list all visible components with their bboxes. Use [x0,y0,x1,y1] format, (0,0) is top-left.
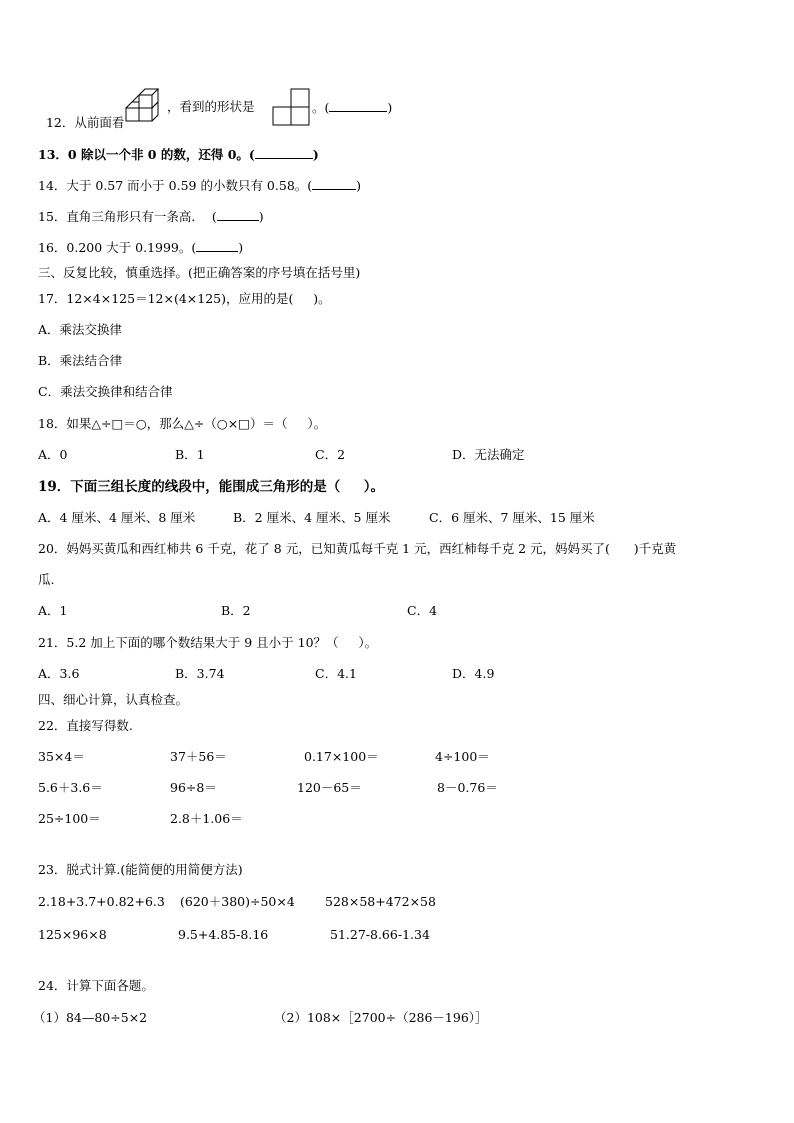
q23-item: 125×96×8 [38,927,107,942]
q20-option-c[interactable]: C．4 [407,603,438,618]
q19-option-c[interactable]: C．6 厘米、7 厘米、15 厘米 [429,510,595,525]
q21-option-c[interactable]: C．4.1 [315,666,357,681]
q14: 14．大于 0.57 而小于 0.59 的小数只有 0.58。( ) [38,178,362,193]
q20-option-a[interactable]: A．1 [38,603,68,618]
q24-stem: 24．计算下面各题。 [38,978,154,993]
q17-stem: 17．12×4×125＝12×(4×125)，应用的是( )。 [38,291,331,306]
q18-stem: 18．如果△÷□＝○，那么△÷（○×□）＝（ ）。 [38,416,327,431]
section-4-heading: 四、细心计算，认真检查。 [38,692,189,707]
q22-item: 96÷8＝ [170,780,217,795]
q22-stem: 22．直接写得数. [38,718,133,733]
q19-option-b[interactable]: B．2 厘米、4 厘米、5 厘米 [233,510,391,525]
answer-blank[interactable] [217,208,259,221]
section-3-heading: 三、反复比较，慎重选择。(把正确答案的序号填在括号里) [38,265,361,280]
q19-option-a[interactable]: A．4 厘米、4 厘米、8 厘米 [38,510,196,525]
answer-blank[interactable] [196,239,238,252]
q22-item: 0.17×100＝ [304,749,379,764]
q19-stem: 19．下面三组长度的线段中，能围成三角形的是（ ）。 [38,479,385,495]
cube-stack-figure [122,86,162,126]
q24-part-2: （2）108×［2700÷（286－196）］ [274,1010,488,1025]
q16: 16．0.200 大于 0.1999。( ) [38,240,244,255]
q23-item: 528×58+472×58 [325,894,436,909]
q20-stem-line2: 瓜. [38,572,55,587]
front-view-shape [271,86,311,126]
q22-item: 8－0.76＝ [437,780,498,795]
q22-item: 25÷100＝ [38,811,101,826]
q18-option-a[interactable]: A．0 [38,447,68,462]
q22-item: 4÷100＝ [435,749,490,764]
q23-item: 51.27-8.66-1.34 [330,927,430,942]
q23-item: 2.18+3.7+0.82+6.3 [38,894,165,909]
q24-part-1: （1）84—80÷5×2 [33,1010,148,1025]
q22-item: 37＋56＝ [170,749,227,764]
q21-option-d[interactable]: D．4.9 [452,666,495,681]
q15: 15．直角三角形只有一条高． ( ) [38,209,264,224]
q18-option-b[interactable]: B．1 [175,447,205,462]
q20-stem-line1: 20．妈妈买黄瓜和西红柿共 6 千克，花了 8 元，已知黄瓜每千克 1 元，西红柿每千克 2 元，妈妈买了( )千克黄 [38,541,677,556]
q12-line [38,99,124,131]
q17-option-a[interactable]: A．乘法交换律 [38,322,123,337]
q12-label: 12．从前面看 [45,115,125,130]
q22-item: 120－65＝ [297,780,362,795]
answer-blank[interactable] [255,146,313,159]
q21-option-a[interactable]: A．3.6 [38,666,80,681]
answer-blank[interactable] [329,99,387,112]
q17-option-b[interactable]: B．乘法结合律 [38,353,123,368]
q22-item: 2.8＋1.06＝ [170,811,243,826]
q20-option-b[interactable]: B．2 [221,603,251,618]
q22-item: 35×4＝ [38,749,85,764]
q23-item: 9.5+4.85-8.16 [178,927,269,942]
q12-mid: ，看到的形状是 [167,99,255,114]
q21-stem: 21．5.2 加上下面的哪个数结果大于 9 且小于 10？（ ）。 [38,635,378,650]
q18-option-d[interactable]: D．无法确定 [452,447,525,462]
q21-option-b[interactable]: B．3.74 [175,666,225,681]
q17-option-c[interactable]: C．乘法交换律和结合律 [38,384,173,399]
q12-answer: 。( ) [312,100,393,115]
answer-blank[interactable] [312,177,356,190]
q23-stem: 23．脱式计算.(能简便的用简便方法) [38,862,243,877]
q22-item: 5.6＋3.6＝ [38,780,103,795]
q23-item: (620＋380)÷50×4 [180,894,295,909]
q18-option-c[interactable]: C．2 [315,447,346,462]
q13: 13．0 除以一个非 0 的数，还得 0。( ) [38,147,319,162]
